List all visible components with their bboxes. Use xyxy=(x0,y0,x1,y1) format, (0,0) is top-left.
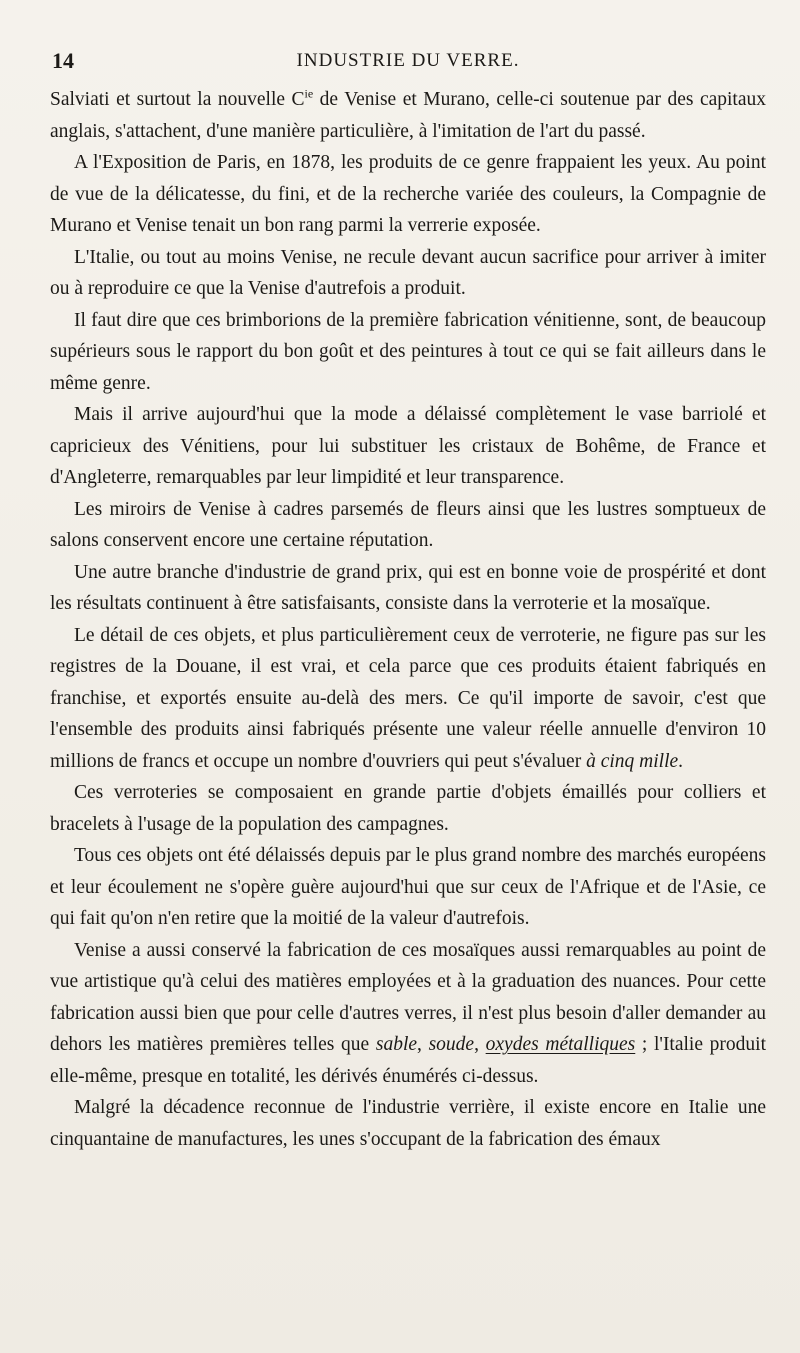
paragraph xyxy=(50,935,766,1093)
text-span: L'Italie, ou tout au moins Venise, ne recule devant aucun sacrifice pour arriver à imiter ou à reproduire ce que la Venise d'autrefois a produit. xyxy=(50,246,766,299)
text-span: A l'Exposition de Paris, en 1878, les produits de ce genre frappaient les yeux. Au point de vue de la délicatesse, du fini, et de la recherche variée des couleurs, la Compagnie de Murano et Venise tenait un bon rang parmi la verrerie exposée. xyxy=(50,152,766,236)
paragraph xyxy=(50,494,766,557)
paragraph xyxy=(50,84,766,147)
text-span: Il faut dire que ces brimborions de la première fabrication vénitienne, sont, de beaucoup supérieurs sous le rapport du bon goût et des peintures à tout ce qui se fait ailleurs dans le même genre. xyxy=(50,309,766,394)
text-span: , xyxy=(474,1034,486,1055)
page-header xyxy=(50,44,766,78)
text-span: Ces verroteries se composaient en grande partie d'objets émaillés pour colliers et bracelets à l'usage de la population des campagnes. xyxy=(50,782,766,835)
body-text xyxy=(50,84,766,1155)
paragraph xyxy=(50,840,766,935)
page-number: 14 xyxy=(52,48,74,73)
text-span: . xyxy=(678,750,684,772)
text-span: Tous ces objets ont été délaissés depuis par le plus grand nombre des marchés européens et leur écoulement ne s'opère guère aujourd'hui que sur ceux de l'Afrique et de l'Asie, ce qui fait qu'on n'en retire que la moitié de la valeur d'autrefois. xyxy=(50,845,766,929)
running-title: INDUSTRIE DU VERRE. xyxy=(296,50,520,71)
text-span: de Venise et Murano, celle-ci soutenue par des capitaux anglais, s'attachent, d'une manière particulière, à l'imitation de l'art du passé. xyxy=(50,89,766,142)
italic-text: oxydes métalliques xyxy=(485,1034,636,1055)
italic-text: à cinq mille xyxy=(586,750,679,772)
paragraph xyxy=(50,147,766,242)
text-span: Salviati et surtout la nouvelle C xyxy=(50,89,305,110)
paragraph xyxy=(50,557,766,620)
paragraph xyxy=(50,1092,766,1155)
text-span: ; l'Italie produit elle-même, presque en totalité, les dérivés énumérés ci-dessus. xyxy=(50,1034,766,1087)
text-span: Le détail de ces objets, et plus particulièrement ceux de verroterie, ne figure pas sur les registres de la Douane, il est vrai, et cela parce que ces produits étaient fabriqués en franchise, et exportés ensuite au-delà des mers. Ce qu'il importe de savoir, c'est que l'ensemble des produits ainsi fabriqués présente une valeur réelle annuelle d'environ 10 millions de francs et occupe un nombre d'ouvriers qui peut s'évaluer xyxy=(50,624,766,772)
superscript: ie xyxy=(304,86,314,101)
paragraph xyxy=(50,242,766,305)
italic-text: soude xyxy=(428,1034,475,1055)
text-span: Une autre branche d'industrie de grand prix, qui est en bonne voie de prospérité et dont les résultats continuent à être satisfaisants, consiste dans la verroterie et la mosaïque. xyxy=(50,561,766,614)
paragraph xyxy=(50,777,766,840)
italic-text: sable xyxy=(375,1034,418,1055)
text-span: , xyxy=(417,1034,429,1055)
text-span: Venise a aussi conservé la fabrication de ces mosaïques aussi remarquables au point de vue artistique qu'à celui des matières employées et à la graduation des nuances. Pour cette fabrication aussi bien que pour celle d'autres verres, il n'est plus besoin d'aller demander au dehors les matières premières telles que xyxy=(50,939,766,1055)
text-span: Les miroirs de Venise à cadres parsemés de fleurs ainsi que les lustres somptueux de salons conservent encore une certaine réputation. xyxy=(50,498,766,551)
paragraph xyxy=(50,399,766,494)
text-span: Malgré la décadence reconnue de l'industrie verrière, il existe encore en Italie une cinquantaine de manufactures, les unes s'occupant de la fabrication des émaux xyxy=(50,1097,766,1150)
text-span: Mais il arrive aujourd'hui que la mode a délaissé complètement le vase barriolé et capricieux des Vénitiens, pour lui substituer les cristaux de Bohême, de France et d'Angleterre, remarquables par leur limpidité et leur transparence. xyxy=(50,404,766,488)
paragraph xyxy=(50,620,766,778)
paragraph xyxy=(50,305,766,400)
